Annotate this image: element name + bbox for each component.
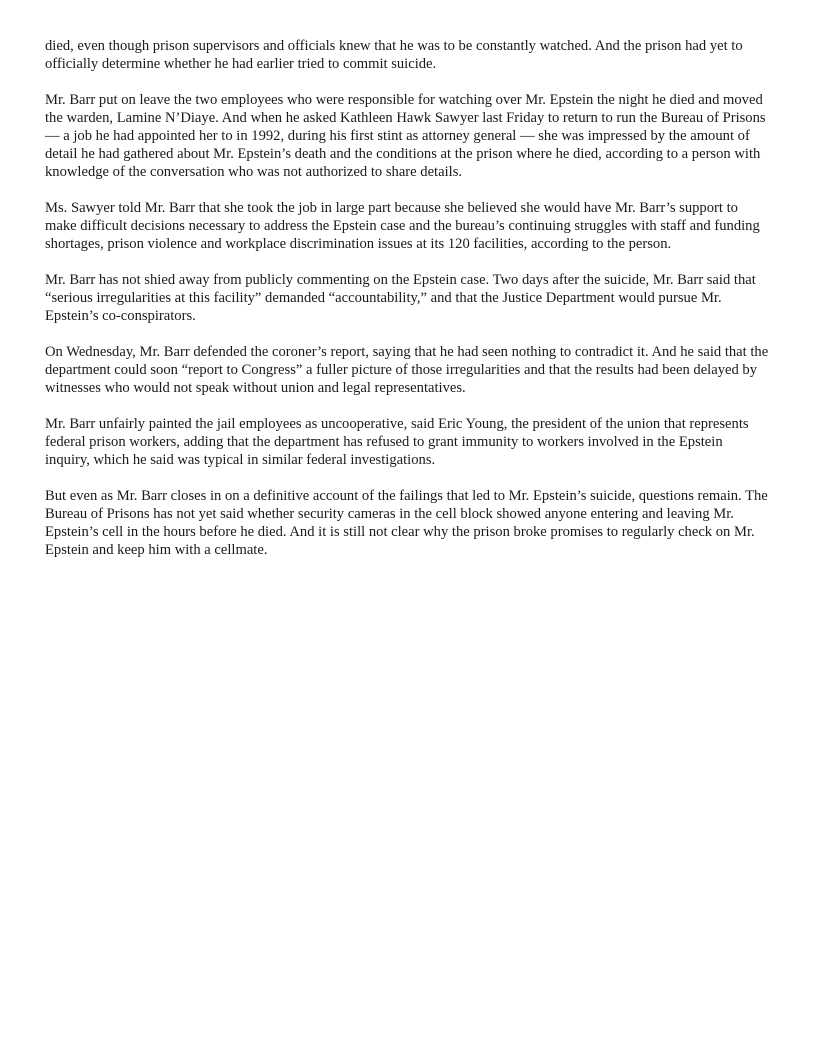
- paragraph-union: Mr. Barr unfairly painted the jail employees as uncooperative, said Eric Young, the president of the union that represents federal prison workers, adding that the department has refused to grant immunity to workers involved in the Epstein inquiry, which he said was typical in similar federal investigations.: [45, 416, 749, 468]
- paragraph-coroner-report: On Wednesday, Mr. Barr defended the coroner’s report, saying that he had seen nothing to contradict it. And he said that the department could soon “report to Congress” a fuller picture of those irregularities and that the results had been delayed by witnesses who would not speak without union and legal representatives.: [45, 344, 769, 396]
- paragraph-public-comment: Mr. Barr has not shied away from publicly commenting on the Epstein case. Two days after the suicide, Mr. Barr said that “serious irregularities at this facility” demanded “accountability,” and that the Justice Department would pursue Mr. Epstein’s co-conspirators.: [45, 272, 756, 324]
- article-body: [45, 37, 771, 577]
- paragraph-continuation: died, even though prison supervisors and officials knew that he was to be constantly watched. And the prison had yet to officially determine whether he had earlier tried to commit suicide.: [45, 38, 743, 72]
- paragraph-barr-leave: Mr. Barr put on leave the two employees who were responsible for watching over Mr. Epstein the night he died and moved the warden, Lamine N’Diaye. And when he asked Kathleen Hawk Sawyer last Friday to return to run the Bureau of Prisons — a job he had appointed her to in 1992, during his first stint as attorney general — she was impressed by the amount of detail he had gathered about Mr. Epstein’s death and the conditions at the prison where he died, according to a person with knowledge of the conversation who was not authorized to share details.: [45, 92, 766, 180]
- paragraph-questions-remain: But even as Mr. Barr closes in on a definitive account of the failings that led to Mr. Epstein’s suicide, questions remain. The Bureau of Prisons has not yet said whether security cameras in the cell block showed anyone entering and leaving Mr. Epstein’s cell in the hours before he died. And it is still not clear why the prison broke promises to regularly check on Mr. Epstein and keep him with a cellmate.: [45, 488, 768, 558]
- paragraph-sawyer: Ms. Sawyer told Mr. Barr that she took the job in large part because she believed she would have Mr. Barr’s support to make difficult decisions necessary to address the Epstein case and the bureau’s continuing struggles with staff and funding shortages, prison violence and workplace discrimination issues at its 120 facilities, according to the person.: [45, 200, 760, 252]
